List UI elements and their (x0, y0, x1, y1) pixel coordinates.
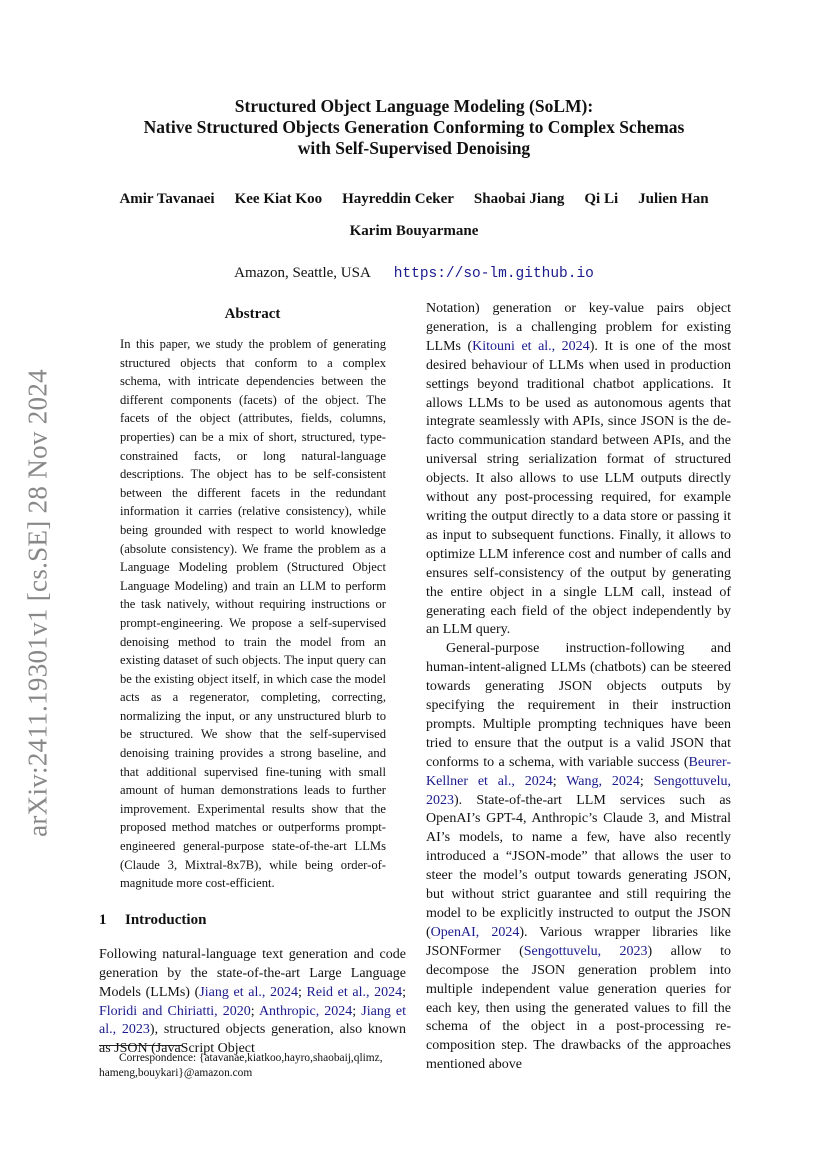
paragraph-text: ; (352, 1003, 362, 1019)
footnote (99, 1051, 406, 1081)
paragraph-text: ; (639, 773, 654, 789)
author-name: Shaobai Jiang (473, 191, 565, 207)
intro-paragraph-2 (426, 640, 731, 1075)
paragraph-text: ; (297, 984, 307, 1000)
paragraph-text: General-purpose instruction-following and human-intent-aligned LLMs (chatbots) can be steered towards generating JSON objects outputs by specifying the requirement in their instruction prompts. Multiple prompting techniques have been tried to ensure that the output is a valid JSON that conforms to a schema, with variable success ( (426, 641, 731, 770)
affiliation: Amazon, Seattle, USA (234, 265, 370, 281)
citation-link[interactable]: Anthropic, 2024 (258, 1003, 353, 1019)
citation-link[interactable]: Kitouni et al., 2024 (472, 338, 590, 354)
paragraph-text: ; (402, 984, 407, 1000)
section-heading-introduction (99, 910, 406, 930)
paragraph-text: ), structured objects generation, also known as JSON (JavaScript Object (99, 1022, 407, 1057)
intro-paragraph-1-continued (426, 300, 731, 640)
abstract-text: In this paper, we study the problem of generating structured objects that conform to a complex schema, with intricate dependencies between the different components (facets) of the object. The facets of the object (attributes, fields, columns, properties) can be a mix of short, structured, type-constrained facts, or long natural-language descriptions. The object has to be self-consistent between the different facets in the redundant information it carries (relative consistency), while being grounded with respect to world knowledge (absolute consistency). We frame the problem as a Language Modeling problem (Structured Object Language Modeling) and train an LLM to perform the task natively, without requiring instructions or prompt-engineering. We propose a self-supervised denoising method to train the model from an existing dataset of such objects. The input query can be the existing object itself, in which case the model acts as a regenerator, completing, correcting, normalizing the input, or any unstructured blurb to be structured. We show that the self-supervised denoising training provides a strong baseline, and that additional supervised fine-tuning with small amount of human demonstrations leads to further improvement. Experimental results show that the proposed method matches or outperforms prompt-engineered general-purpose state-of-the-art LLMs (Claude 3, Mixtral-8x7B), while being order-of-magnitude more cost-efficient. (120, 337, 386, 891)
author-name: Julien Han (638, 191, 709, 207)
citation-link[interactable]: OpenAI, 2024 (430, 924, 520, 940)
author-name: Amir Tavanaei (119, 191, 215, 207)
paper-title (60, 96, 768, 159)
title-line-2: Native Structured Objects Generation Conforming to Complex Schemas (143, 117, 685, 137)
paragraph-text: ). Various wrapper libraries like JSONFormer ( (426, 924, 731, 959)
citation-link[interactable]: Sengottuvelu, 2023 (523, 943, 648, 959)
section-number: 1 (99, 911, 107, 928)
author-name: Karim Bouyarmane (349, 223, 479, 239)
arxiv-stamp-text: arXiv:2411.19301v1 [cs.SE] 28 Nov 2024 (22, 369, 53, 837)
footnote-divider (99, 1045, 183, 1046)
title-line-3: with Self-Supervised Denoising (297, 138, 531, 158)
abstract-heading: Abstract (224, 306, 281, 322)
project-url-link[interactable]: https://so-lm.github.io (393, 266, 594, 282)
section-title: Introduction (125, 911, 207, 928)
citation-link[interactable]: Jiang et al., 2024 (199, 984, 298, 1000)
footnote-line-2: hameng,bouykari}@amazon.com (99, 1067, 253, 1079)
citation-link[interactable]: Reid et al., 2024 (306, 984, 403, 1000)
left-column (99, 306, 406, 1059)
citation-link[interactable]: Sengottuvelu, 2023 (426, 773, 732, 808)
author-name: Kee Kiat Koo (234, 191, 323, 207)
citation-link[interactable]: Floridi and Chiriatti, 2020 (99, 1003, 251, 1019)
paragraph-text: ). State-of-the-art LLM services such as OpenAI’s GPT-4, Anthropic’s Claude 3, and Mistral AI’s models, to name a few, have also recently introduced a “JSON-mode” that allows the user to steer the model’s output towards generating JSON, but without strict guarantee and still requiring the model to be explicitly instructed to output the JSON ( (426, 792, 731, 940)
footnote-line-1: Correspondence: {atavanae,kiatkoo,hayro,shaobaij,qlimz, (119, 1052, 383, 1064)
intro-paragraph-1 (99, 946, 406, 1059)
paragraph-text: Following natural-language text generation and code generation by the state-of-the-art Large Language Models (LLMs) ( (99, 946, 406, 1000)
affiliation-line (40, 264, 788, 283)
paragraph-text: ; (250, 1003, 259, 1019)
arxiv-stamp (18, 358, 58, 848)
paragraph-text: ) allow to decompose the JSON generation problem into multiple independent value generation queries for each key, then using the generated values to fill the schema of the object in a post-processing re-composition step. The drawbacks of the approaches mentioned above (426, 943, 731, 1073)
citation-link[interactable]: Wang, 2024 (566, 773, 640, 789)
author-list (40, 190, 788, 240)
paragraph-text: ; (552, 773, 567, 789)
right-column (426, 300, 731, 1075)
paragraph-text: Notation) generation or key-value pairs object generation, is a challenging problem for existing LLMs ( (426, 301, 731, 354)
paragraph-text: ). It is one of the most desired behaviour of LLMs when used in production settings beyond traditional chatbot applications. It allows LLMs to be used as autonomous agents that integrate seamlessly with APIs, since JSON is the de-facto communication standard between APIs, and the universal string serialization format of structured objects. It also allows to use LLM outputs directly without any post-processing required, for example writing the output directly to a data store or passing it as input to subsequent functions. Finally, it allows to optimize LLM inference cost and number of calls and ensures self-consistency of the output by generating the entire object in a single LLM call, instead of generating each field of the object independently by an LLM query. (426, 338, 731, 638)
author-name: Hayreddin Ceker (342, 191, 454, 207)
author-name: Qi Li (584, 191, 619, 207)
citation-link[interactable]: Jiang et al., 2023 (99, 1003, 407, 1038)
citation-link[interactable]: Beurer-Kellner et al., 2024 (426, 754, 731, 789)
title-line-1: Structured Object Language Modeling (SoLM): (234, 96, 594, 116)
